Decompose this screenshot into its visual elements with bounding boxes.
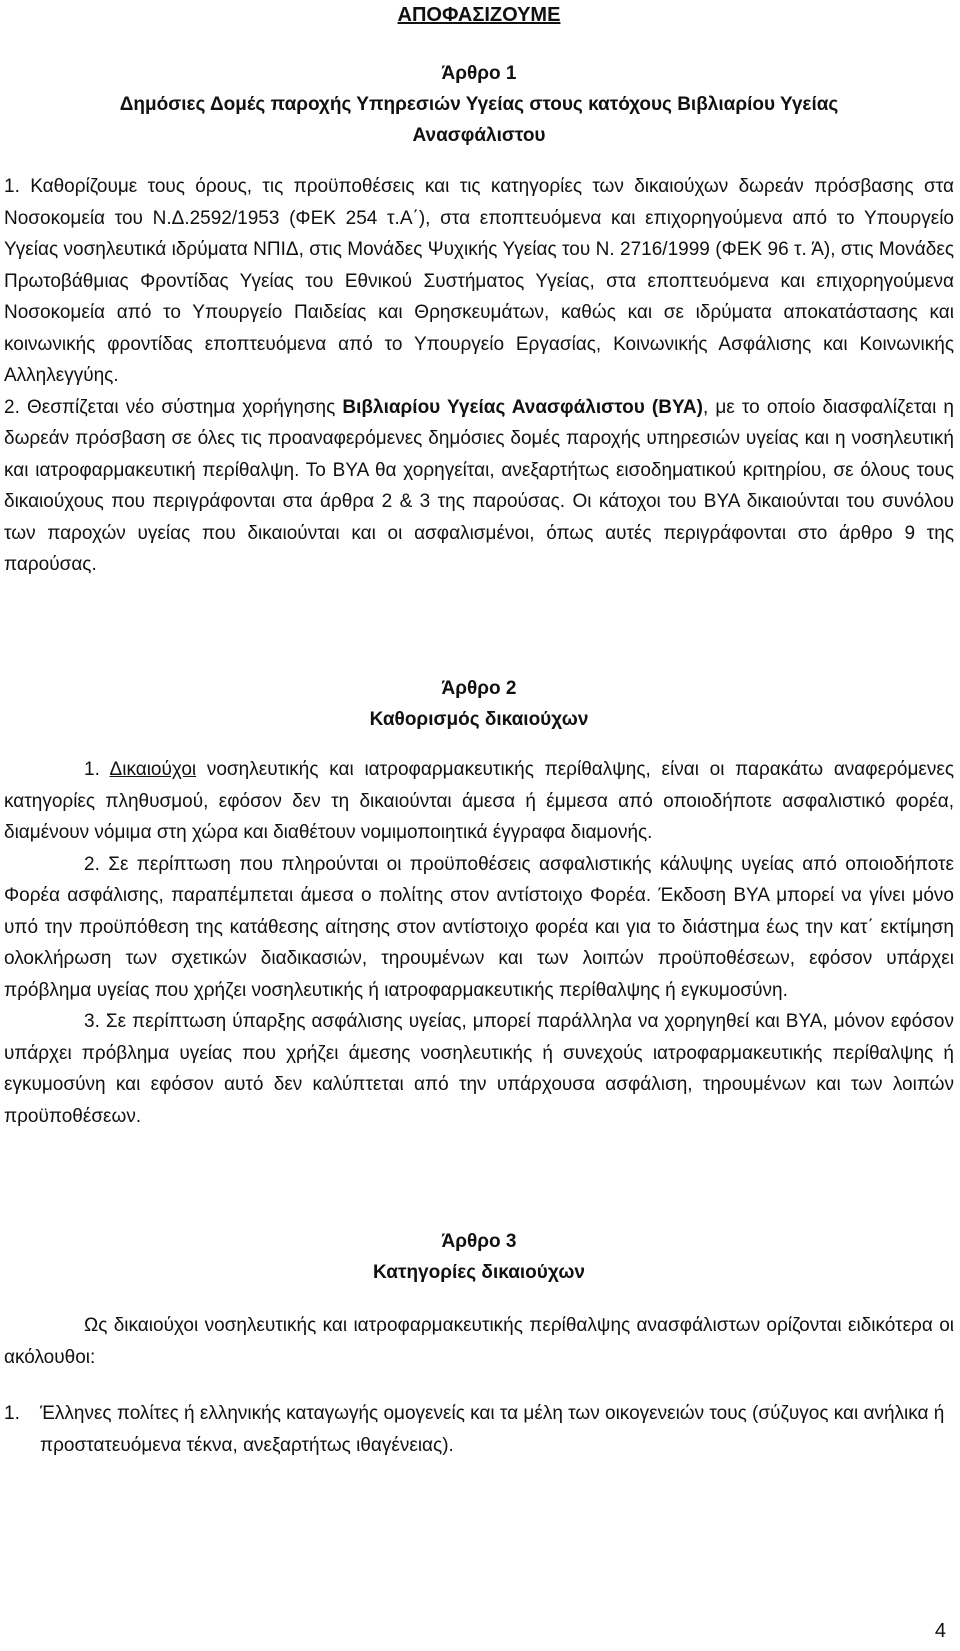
article-2-paragraph-1 <box>4 754 954 849</box>
article-1-subtitle: Δημόσιες Δομές παροχής Υπηρεσιών Υγείας στους κατόχους Βιβλιαρίου Υγείας Ανασφάλιστου <box>119 94 839 146</box>
article-1-body <box>4 171 954 581</box>
article-3 <box>4 1226 954 1288</box>
article-1-paragraph-2 <box>4 392 954 581</box>
article-3-title: Άρθρο 3 <box>441 1231 517 1252</box>
list-item-text: Έλληνες πολίτες ή ελληνικής καταγωγής ομογενείς και τα μέλη των οικογενειών τους (σύζυγος και ανήλικα ή προστατευόμενα τέκνα, ανεξαρτήτως ιθαγένειας). <box>40 1403 945 1456</box>
article-3-body <box>4 1310 954 1373</box>
article-1-paragraph-2-start: 2. Θεσπίζεται νέο σύστημα χορήγησης <box>4 396 343 418</box>
article-1-title: Άρθρο 1 <box>441 63 517 84</box>
article-2-paragraph-1-number: 1. <box>84 759 100 780</box>
article-1 <box>4 58 954 151</box>
article-2-body <box>4 754 954 1132</box>
article-2-paragraph-1-text: νοσηλευτικής και ιατροφαρμακευτικής περίθαλψης, είναι οι παρακάτω αναφερόμενες κατηγορίες πληθυσμού, εφόσον δεν τη δικαιούνται άμεσα ή έμμεσα από οποιοδήποτε ασφαλιστικό φορέα, διαμένουν νόμιμα στη χώρα και διαθέτουν νομιμοποιητικά έγγραφα διαμονής. <box>4 759 954 843</box>
article-3-item-1 <box>4 1398 954 1461</box>
article-2-subtitle: Καθορισμός δικαιούχων <box>369 709 589 730</box>
beneficiaries-term: Δικαιούχοι <box>109 759 197 780</box>
article-2-title: Άρθρο 2 <box>441 678 517 699</box>
article-2-paragraph-2: 2. Σε περίπτωση που πληρούνται οι προϋποθέσεις ασφαλιστικής κάλυψης υγείας από οποιοδήποτε Φορέα ασφάλισης, παραπέμπεται άμεσα ο πολίτης στον αντίστοιχο Φορέα. Έκδοση ΒΥΑ μπορεί να γίνει μόνο υπό την προϋπόθεση της κατάθεσης αίτησης στον αντίστοιχο φορέα και για το διάστημα έως την κατ΄ εκτίμηση ολοκλήρωση των σχετικών διαδικασιών, τηρουμένων και των λοιπών προϋποθέσεων, εφόσον υπάρχει πρόβλημα υγείας που χρήζει νοσηλευτικής ή ιατροφαρμακευτικής περίθαλψης ή εγκυμοσύνη. <box>4 853 954 1001</box>
article-3-intro: Ως δικαιούχοι νοσηλευτικής και ιατροφαρμακευτικής περίθαλψης ανασφάλιστων ορίζονται ειδικότερα οι ακόλουθοι: <box>4 1315 954 1368</box>
article-3-subtitle: Κατηγορίες δικαιούχων <box>373 1262 585 1283</box>
article-1-paragraph-2-rest: , με το οποίο διασφαλίζεται η δωρεάν πρόσβαση σε όλες τις προαναφερόμενες δημόσιες δομές παροχής υπηρεσιών υγείας και η νοσηλευτική και ιατροφαρμακευτική περίθαλψη. Το ΒΥΑ θα χορηγείται, ανεξαρτήτως εισοδηματικού κριτηρίου, σε όλους τους δικαιούχους που περιγράφονται στα άρθρα 2 & 3 της παρούσας. Οι κάτοχοι του ΒΥΑ δικαιούνται του συνόλου των παροχών υγείας που δικαιούνται και οι ασφαλισμένοι, όπως αυτές περιγράφονται στο άρθρο 9 της παρούσας. <box>4 396 954 575</box>
page-heading: ΑΠΟΦΑΣΙΖΟΥΜΕ <box>397 4 561 26</box>
bya-term: Βιβλιαρίου Υγείας Ανασφάλιστου (ΒΥΑ) <box>342 396 703 418</box>
article-1-paragraph-1: 1. Καθορίζουμε τους όρους, τις προϋποθέσεις και τις κατηγορίες των δικαιούχων δωρεάν πρόσβασης στα Νοσοκομεία του Ν.Δ.2592/1953 (ΦΕΚ 254 τ.Α΄), στα εποπτευόμενα και επιχορηγούμενα από το Υπουργείο Υγείας νοσηλευτικά ιδρύματα ΝΠΙΔ, στις Μονάδες Ψυχικής Υγείας του Ν. 2716/1999 (ΦΕΚ 96 τ. Ά), στις Μονάδες Πρωτοβάθμιας Φροντίδας Υγείας του Εθνικού Συστήματος Υγείας, στα εποπτευόμενα και επιχορηγούμενα Νοσοκομεία από το Υπουργείο Παιδείας και Θρησκευμάτων, καθώς και σε ιδρύματα αποκατάστασης και κοινωνικής φροντίδας εποπτευόμενα από το Υπουργείο Εργασίας, Κοινωνικής Ασφάλισης και Κοινωνικής Αλληλεγγύης. <box>4 176 954 386</box>
article-2-paragraph-3: 3. Σε περίπτωση ύπαρξης ασφάλισης υγείας, μπορεί παράλληλα να χορηγηθεί και ΒΥΑ, μόνον εφόσον υπάρχει πρόβλημα υγείας που χρήζει άμεσης νοσηλευτικής ή συνεχούς ιατροφαρμακευτικής περίθαλψης ή εγκυμοσύνη και εφόσον αυτό δεν καλύπτεται από την υπάρχουσα ασφάλιση, τηρουμένων και των λοιπών προϋποθέσεων. <box>4 1011 954 1127</box>
article-2 <box>4 673 954 735</box>
page-number: 4 <box>934 1620 946 1642</box>
list-item-number: 1. <box>4 1403 20 1424</box>
